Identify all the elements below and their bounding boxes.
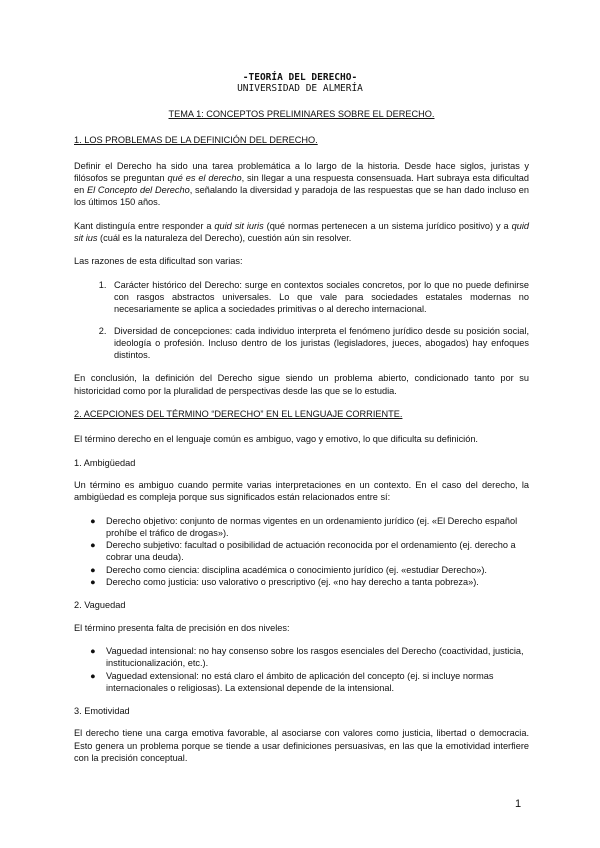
subsection-emotividad-text: El derecho tiene una carga emotiva favorable, al asociarse con valores como justicia, libertad o democracia. Esto genera un problema porque se tiende a usar definiciones persuasivas, en las que la emotividad interfiere con la precisión conceptual.	[74, 728, 529, 763]
reasons-list	[74, 279, 529, 362]
list-item	[90, 564, 529, 576]
bullet-icon: ●	[90, 515, 96, 526]
vaguedad-list	[74, 645, 529, 694]
list-item	[90, 645, 529, 670]
list-item	[90, 670, 529, 695]
italic-text-run: quid sit iuris	[214, 220, 264, 231]
italic-text-run: quid sit ius	[74, 220, 529, 244]
text-run: , señalando la diversidad y paradoja de las respuestas que se han dado incluso en los últimos 150 años.	[74, 185, 529, 208]
section-1-paragraph-3: Las razones de esta dificultad son varias:	[74, 256, 243, 267]
list-item	[90, 515, 529, 540]
text-run: Definir el Derecho ha sido una tarea problemática a lo largo de la historia. Desde hace siglos, juristas y filósofos se preguntan	[74, 160, 529, 183]
page-number: 1	[515, 798, 522, 810]
list-item-text: Derecho como ciencia: disciplina académica o conocimiento jurídico (ej. «estudiar Derecho»).	[106, 564, 487, 575]
list-item-text: Derecho objetivo: conjunto de normas vigentes en un ordenamiento jurídico (ej. «El Derecho español prohíbe el tráfico de drogas»).	[106, 515, 518, 538]
list-item: 2. Diversidad de concepciones: cada individuo interpreta el fenómeno jurídico desde su posición social, ideología o profesión. Incluso dentro de los juristas (legisladores, jueces, abogados) hay enfoques distintos.	[109, 325, 529, 362]
ambiguedad-list	[74, 515, 529, 589]
text-run: , sin llegar a una respuesta consensuada. Hart subraya esta dificultad en	[74, 172, 529, 196]
section-2-heading: 2. ACEPCIONES DEL TÉRMINO “DERECHO” EN EL LENGUAJE CORRIENTE.	[74, 409, 403, 420]
italic-text-run: qué es el derecho	[167, 172, 242, 183]
list-item-text: Vaguedad extensional: no está claro el ámbito de aplicación del concepto (ej. si incluye normas internacionales o religiosas). La extensional depende de la intensional.	[106, 670, 494, 693]
section-1-conclusion: En conclusión, la definición del Derecho sigue siendo un problema abierto, condicionado tanto por su historicidad como por la pluralidad de perspectivas desde las que se lo estudia.	[74, 373, 529, 396]
section-1-heading: 1. LOS PROBLEMAS DE LA DEFINICIÓN DEL DERECHO.	[74, 135, 318, 146]
tema-title: TEMA 1: CONCEPTOS PRELIMINARES SOBRE EL DERECHO.	[168, 109, 435, 119]
section-2-intro: El término derecho en el lenguaje común es ambiguo, vago y emotivo, lo que dificulta su definición.	[74, 434, 478, 445]
bullet-icon: ●	[90, 577, 96, 588]
italic-text-run: El Concepto del Derecho	[86, 185, 190, 196]
subsection-ambiguedad-title: 1. Ambigüedad	[74, 457, 136, 468]
text-run: (qué normas pertenecen a un sistema jurídico positivo) y a	[263, 220, 512, 231]
subsection-vaguedad-text: El término presenta falta de precisión en dos niveles:	[74, 622, 290, 633]
university-header: UNIVERSIDAD DE ALMERÍA	[237, 83, 363, 94]
text-run: Kant distinguía entre responder a	[74, 220, 215, 231]
text-run: (cuál es la naturaleza del Derecho), cuestión aún sin resolver.	[97, 233, 352, 244]
bullet-icon: ●	[90, 645, 96, 656]
document-body	[74, 108, 529, 775]
list-item	[90, 576, 529, 588]
section-1-paragraph-1	[74, 160, 529, 209]
list-item	[90, 539, 529, 564]
list-item-text: Derecho como justicia: uso valorativo o prescriptivo (ej. «no hay derecho a tanta pobreza»).	[106, 577, 479, 588]
bullet-icon: ●	[90, 670, 96, 681]
bullet-icon: ●	[90, 540, 96, 551]
subsection-ambiguedad-text: Un término es ambiguo cuando permite varias interpretaciones en un contexto. En el caso del derecho, la ambigüedad es compleja porque sus significados están relacionados entre sí:	[74, 479, 529, 503]
list-item-text: Vaguedad intensional: no hay consenso sobre los rasgos esenciales del Derecho (coactividad, justicia, institucionalización, etc.).	[106, 645, 524, 669]
subsection-vaguedad-title: 2. Vaguedad	[74, 600, 126, 611]
bullet-icon: ●	[90, 564, 96, 575]
list-item: 1. Carácter histórico del Derecho: surge en contextos sociales concretos, por lo que no puede definirse con rasgos abstractos universales. Lo que vale para sociedades estatales modernas no necesariamente se aplica a sociedades primitivas o al derecho internacional.	[109, 279, 529, 316]
section-1-paragraph-2	[74, 220, 529, 245]
list-item-text: Derecho subjetivo: facultad o posibilidad de actuación reconocida por el ordenamiento (ej. derecho a cobrar una deuda).	[106, 540, 516, 563]
subsection-emotividad-title: 3. Emotividad	[74, 706, 130, 717]
subject-header: -TEORÍA DEL DERECHO-	[242, 72, 358, 83]
